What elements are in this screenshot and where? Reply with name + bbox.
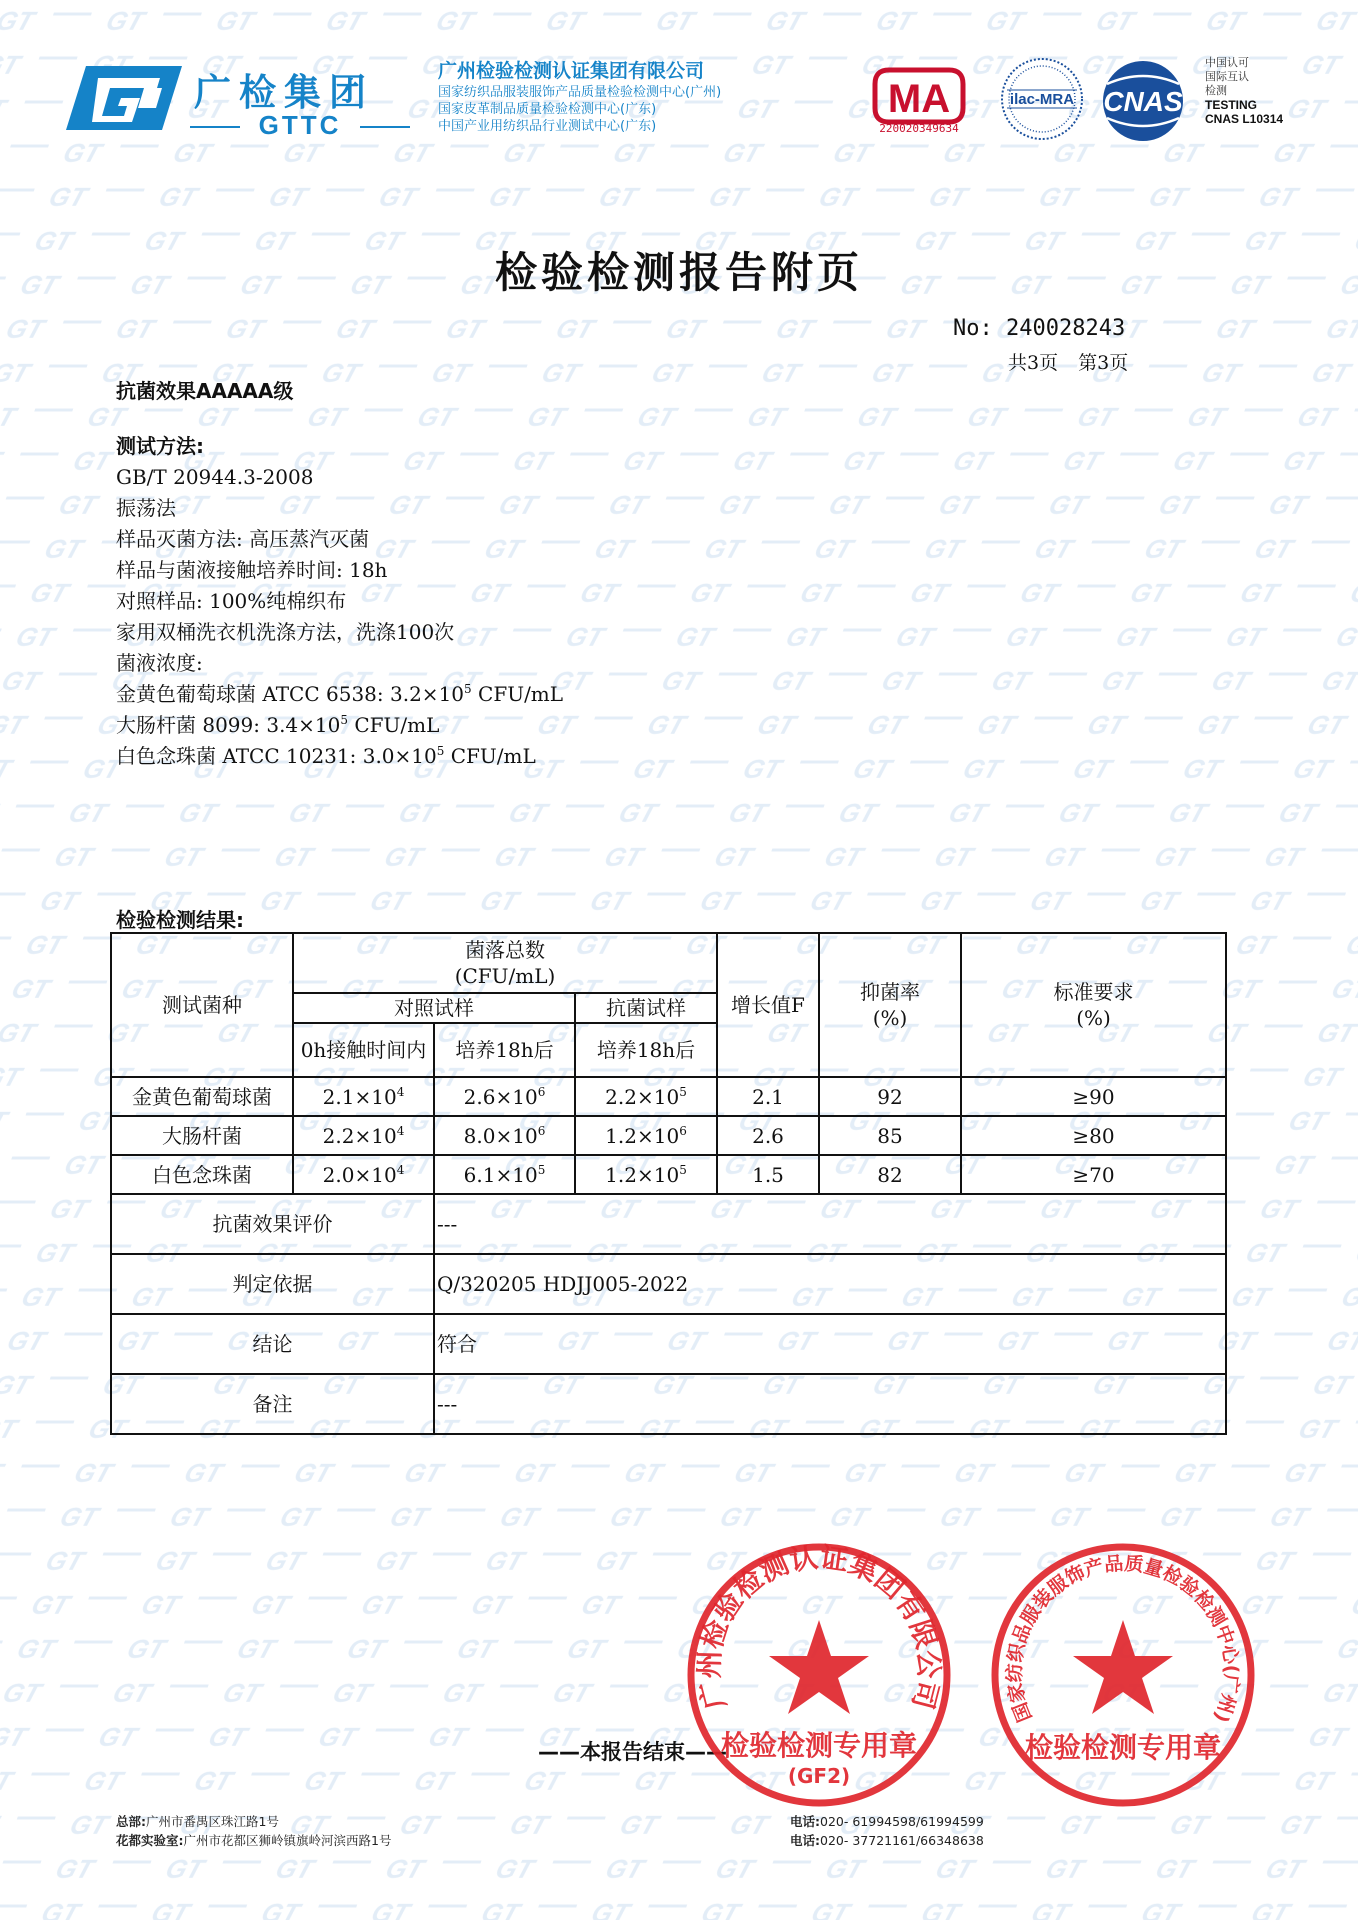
value-cell: $2.1\times 10^4$ [293,1077,434,1116]
seal-ring-text: 国家纺织品服装服饰产品质量检验检测中心(广州) [1003,1552,1243,1726]
seal-ring-text: 广州检验检测认证集团有限公司 [692,1540,946,1713]
conclusion-label: 结论 [111,1314,434,1374]
cnas-info-line: 中国认可 [1205,56,1249,69]
footer-phone: 电话:020- 37721161/66348638 [790,1833,984,1848]
header-requirement: 标准要求 (%) [961,933,1226,1077]
cnas-mark-icon [1091,58,1195,144]
method-standard: GB/T 20944.3-2008 [116,465,314,489]
seal-code: (GF2) [787,1764,851,1788]
brand-name-cn: 广检集团 [194,71,374,114]
grade-line: 抗菌效果AAAAA级 [116,379,294,403]
footer-phones [790,1812,984,1850]
table-row [111,1077,1226,1116]
species-cell: 金黄色葡萄球菌 [111,1077,293,1116]
value-cell: $1.2\times 10^6$ [575,1116,717,1155]
header-control-sample: 对照试样 [293,993,575,1023]
ilac-mra-icon [999,56,1085,142]
cnas-mark-text: CNAS [1103,86,1183,117]
inspection-seal-icon [988,1540,1258,1810]
organization-sub-line: 国家纺织品服装服饰产品质量检验检测中心(广州) [438,85,722,100]
conclusion-value: 符合 [434,1314,1226,1374]
cnas-info-line: TESTING [1205,98,1258,112]
organization-sub-line: 国家皮革制品质量检验检测中心(广东) [438,102,657,117]
remark-label: 备注 [111,1374,434,1434]
requirement-cell: ≥70 [961,1155,1226,1194]
cnas-info-line: CNAS L10314 [1205,112,1284,126]
method-contact-time: 样品与菌液接触培养时间: 18h [116,558,388,582]
basis-label: 判定依据 [111,1254,434,1314]
value-cell: $2.0\times 10^4$ [293,1155,434,1194]
page-title: 检验检测报告附页 [494,248,863,297]
footer-phone: 电话:020- 61994598/61994599 [790,1814,984,1829]
organization-name: 广州检验检测认证集团有限公司 [438,60,705,82]
value-cell: $2.6\times 10^6$ [434,1077,575,1116]
gttc-logo-icon [64,62,184,134]
method-heading: 测试方法: [116,434,204,458]
growth-cell: 1.5 [717,1155,819,1194]
growth-cell: 2.1 [717,1077,819,1116]
table-row [111,1116,1226,1155]
species-cell: 大肠杆菌 [111,1116,293,1155]
method-control: 对照样品: 100%纯棉织布 [116,589,347,613]
seal-bottom-text: 检验检测专用章 [1024,1731,1222,1764]
requirement-cell: ≥80 [961,1116,1226,1155]
header-18h-control: 培养18h后 [434,1023,575,1077]
inspection-seal-icon [684,1540,954,1810]
header-rate: 抑菌率 (%) [819,933,961,1077]
header-18h-antibacterial: 培养18h后 [575,1023,717,1077]
value-cell: $2.2\times 10^4$ [293,1116,434,1155]
value-cell: $1.2\times 10^5$ [575,1155,717,1194]
organization-sub-line: 中国产业用纺织品行业测试中心(广东) [438,119,657,134]
certification-marks [869,56,1309,156]
value-cell: $8.0\times 10^6$ [434,1116,575,1155]
footer-hq: 总部:广州市番禺区珠江路1号 [116,1814,279,1829]
footer-addresses [116,1812,391,1850]
growth-cell: 2.6 [717,1116,819,1155]
ilac-mra-text: ilac-MRA [1009,91,1075,108]
eval-value: --- [434,1194,1226,1254]
table-row [111,1155,1226,1194]
footer-lab: 花都实验室:广州市花都区狮岭镇旗岭河滨西路1号 [116,1833,392,1848]
rate-cell: 85 [819,1116,961,1155]
concentration-heading: 菌液浓度: [116,651,203,675]
rate-cell: 92 [819,1077,961,1116]
results-table [110,932,1227,1435]
species-cell: 白色念珠菌 [111,1155,293,1194]
rate-cell: 82 [819,1155,961,1194]
end-of-report: ——本报告结束—— [538,1740,727,1764]
brand-name-en: GTTC [194,110,406,141]
header-species: 测试菌种 [111,933,293,1077]
basis-value: Q/320205 HDJJ005-2022 [434,1254,1226,1314]
header-0h: 0h接触时间内 [293,1023,434,1077]
header-growth: 增长值F [717,933,819,1077]
concentration-line: 白色念珠菌 ATCC 10231: $3.0\times 10^5$ CFU/mL [116,744,536,768]
method-section [116,376,563,772]
cnas-info [1205,56,1283,126]
requirement-cell: ≥90 [961,1077,1226,1116]
results-heading: 检验检测结果: [116,908,244,932]
report-number: No: 240028243 [953,316,1126,341]
cma-mark-text: MA [887,77,951,121]
organization-info [438,58,721,135]
value-cell: $2.2\times 10^5$ [575,1077,717,1116]
seal-bottom-text: 检验检测专用章 [720,1729,918,1762]
value-cell: $6.1\times 10^5$ [434,1155,575,1194]
remark-value: --- [434,1374,1226,1434]
cnas-info-line: 国际互认 [1205,70,1249,83]
method-sterilization: 样品灭菌方法: 高压蒸汽灭菌 [116,527,370,551]
method-type: 振荡法 [116,496,176,520]
method-washing: 家用双桶洗衣机洗涤方法，洗涤100次 [116,620,455,644]
cnas-info-line: 检测 [1205,84,1227,97]
eval-label: 抗菌效果评价 [111,1194,434,1254]
header-colony-total: 菌落总数 (CFU/mL) [293,933,717,993]
report-header [64,56,1304,156]
cma-number: 220020349634 [879,122,959,135]
concentration-line: 金黄色葡萄球菌 ATCC 6538: $3.2\times 10^5$ CFU/mL [116,682,564,706]
page-info: 共3页 第3页 [1008,352,1129,374]
header-antibacterial-sample: 抗菌试样 [575,993,717,1023]
concentration-line: 大肠杆菌 8099: $3.4\times 10^5$ CFU/mL [116,713,440,737]
